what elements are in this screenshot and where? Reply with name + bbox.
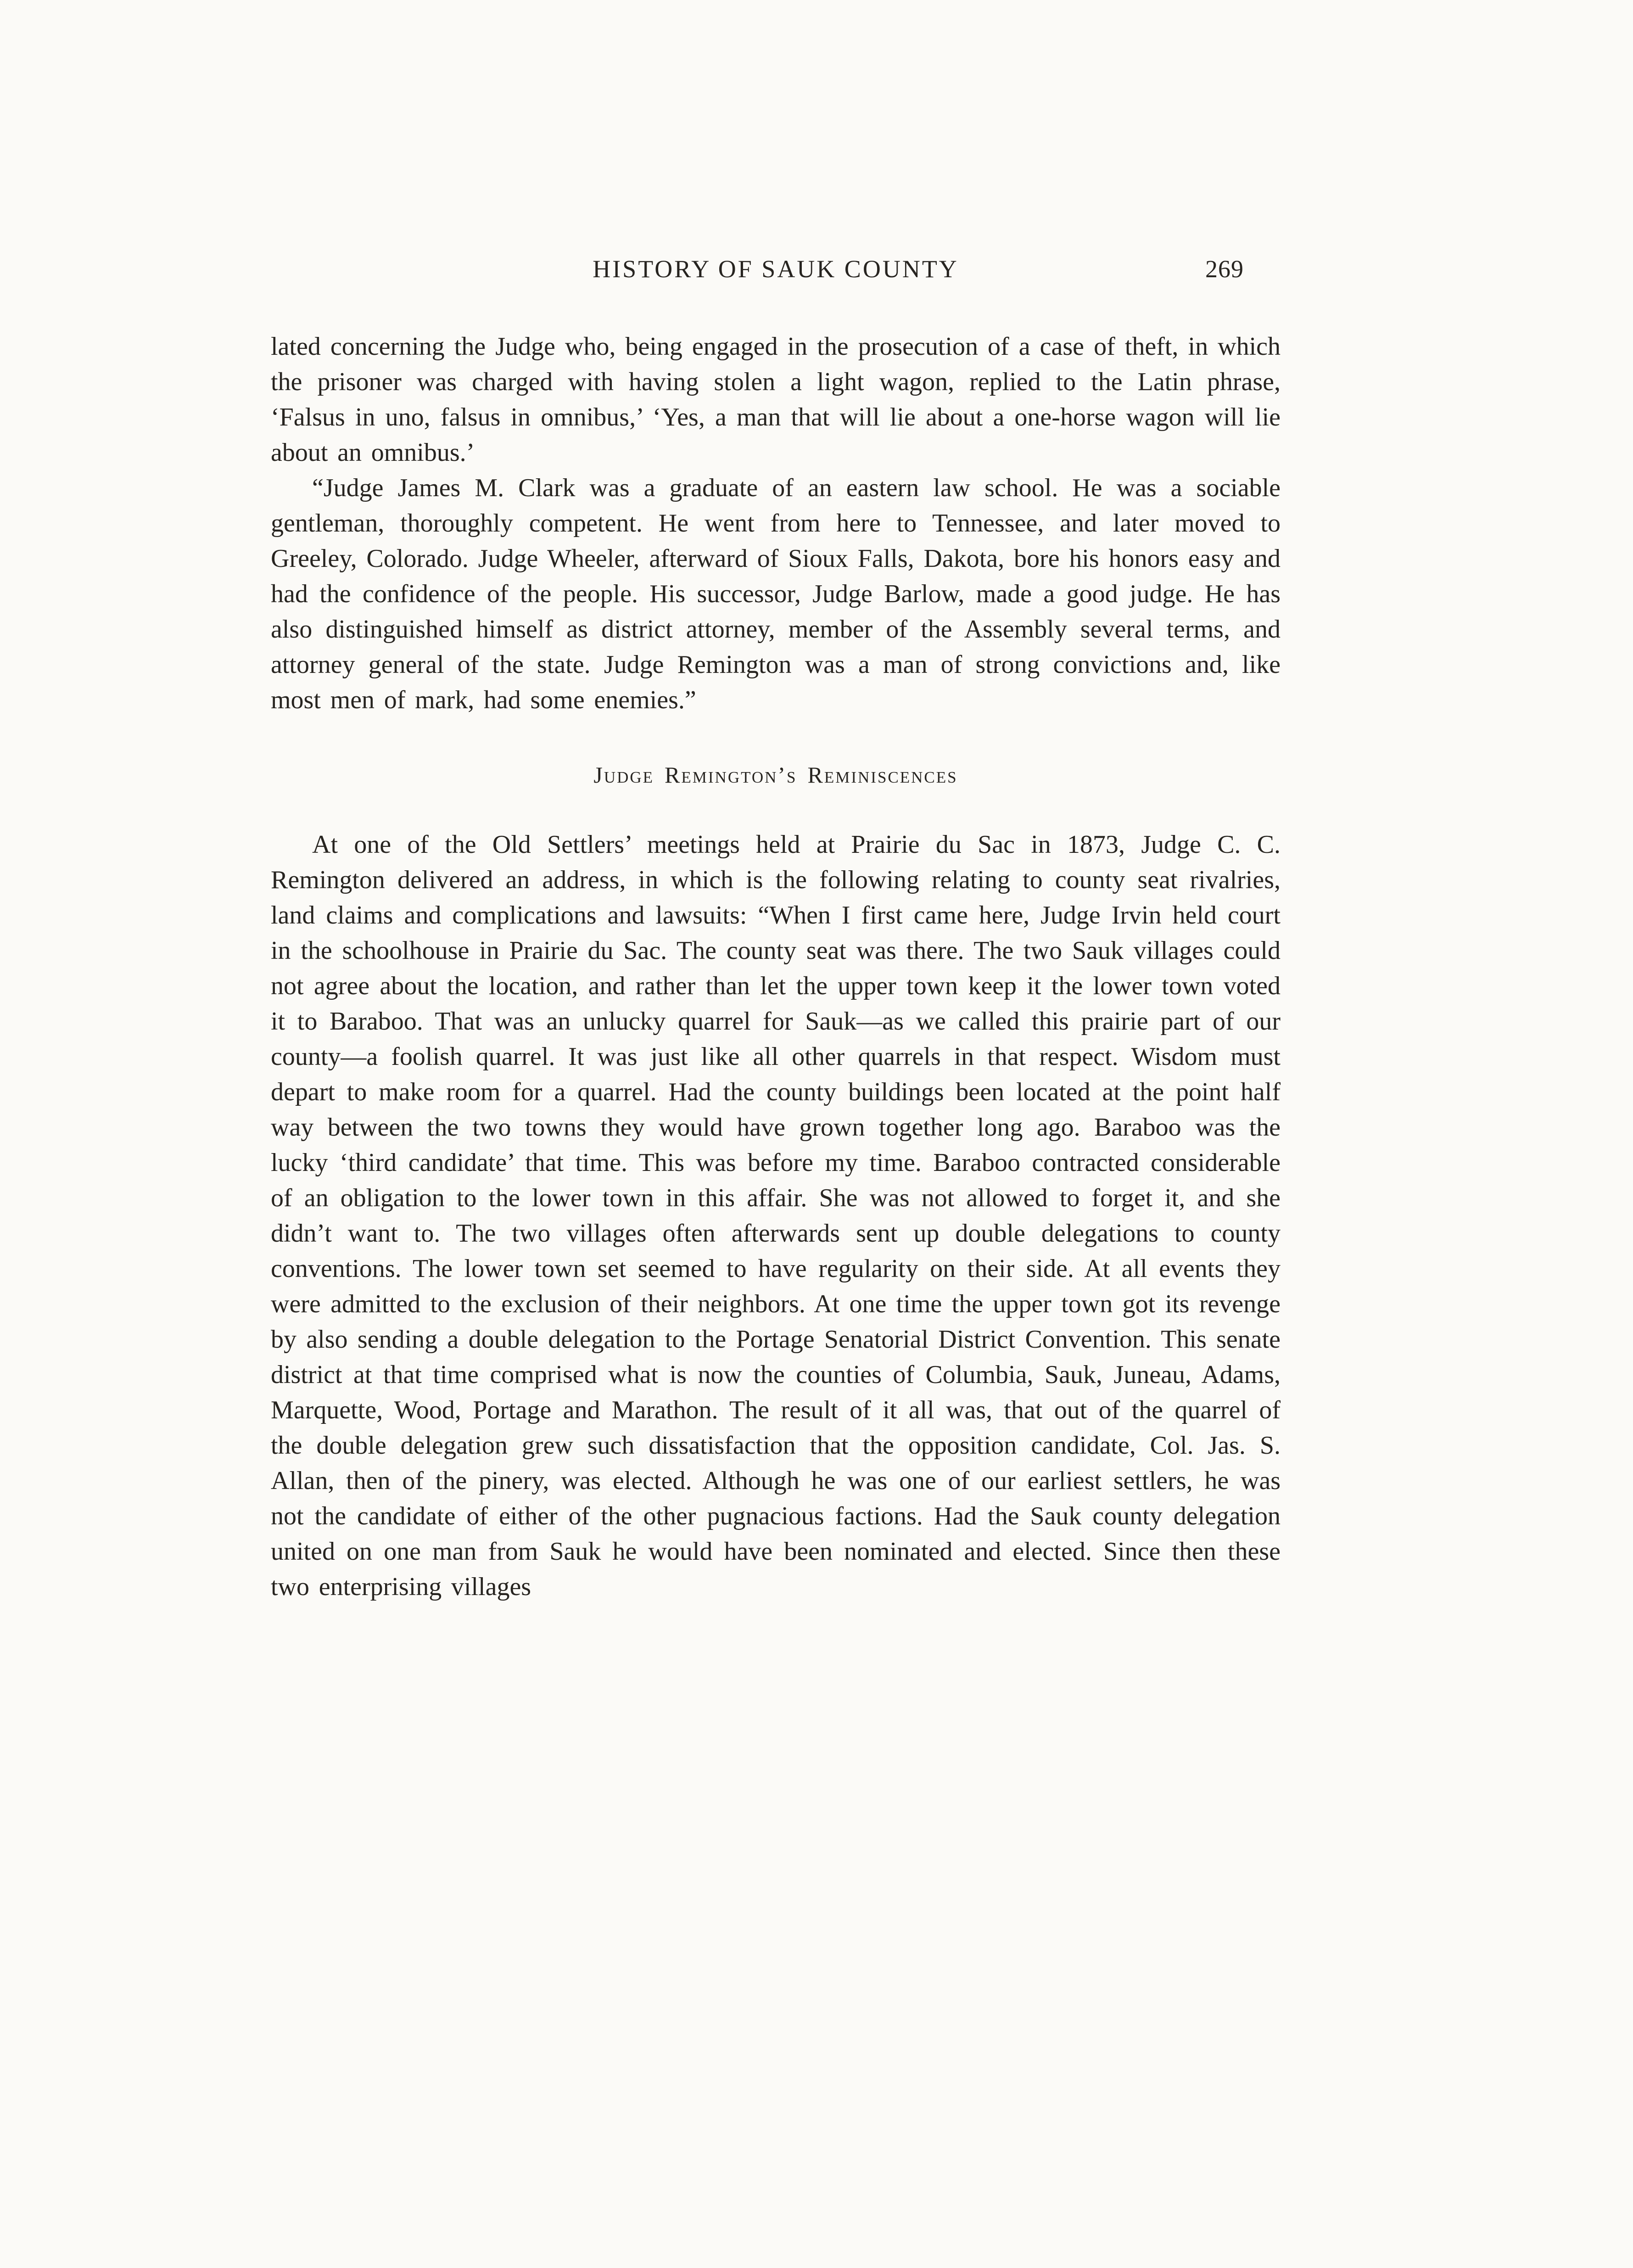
page-header	[271, 255, 1281, 283]
section-heading: Judge Remington’s Reminiscences	[593, 762, 958, 788]
paragraph-continuation: lated concerning the Judge who, being engaged in the prosecution of a case of theft, in which the prisoner was charged with having stolen a light wagon, replied to the Latin phrase, ‘Falsus in uno, falsus in omnibus,’ ‘Yes, a man that will lie about a one-horse wagon will lie about an omnibus.’	[271, 332, 1281, 467]
paragraph-judge-clark: “Judge James M. Clark was a graduate of an eastern law school. He was a sociable gentleman, thoroughly competent. He went from here to Tennessee, and later moved to Greeley, Colorado. Judge Wheeler, afterward of Sioux Falls, Dakota, bore his honors easy and had the confidence of the people. His successor, Judge Barlow, made a good judge. He has also distinguished himself as district attorney, member of the Assembly several terms, and attorney general of the state. Judge Remington was a man of strong convictions and, like most men of mark, had some enemies.”	[271, 474, 1281, 714]
running-title: HISTORY OF SAUK COUNTY	[593, 255, 959, 283]
paragraph-reminiscences: At one of the Old Settlers’ meetings held at Prairie du Sac in 1873, Judge C. C. Remington delivered an address, in which is the following relating to county seat rivalries, land claims and complications and lawsuits: “When I first came here, Judge Irvin held court in the schoolhouse in Prairie du Sac. The county seat was there. The two Sauk villages could not agree about the location, and rather than let the upper town keep it the lower town voted it to Baraboo. That was an unlucky quarrel for Sauk—as we called this prairie part of our county—a foolish quarrel. It was just like all other quarrels in that respect. Wisdom must depart to make room for a quarrel. Had the county buildings been located at the point half way between the two towns they would have grown together long ago. Baraboo was the lucky ‘third candidate’ that time. This was before my time. Baraboo contracted considerable of an obligation to the lower town in this affair. She was not allowed to forget it, and she didn’t want to. The two villages often afterwards sent up double delegations to county conventions. The lower town set seemed to have regularity on their side. At all events they were admitted to the exclusion of their neighbors. At one time the upper town got its revenge by also sending a double delegation to the Portage Senatorial District Convention. This senate district at that time comprised what is now the counties of Columbia, Sauk, Juneau, Adams, Marquette, Wood, Portage and Marathon. The result of it all was, that out of the quarrel of the double delegation grew such dissatisfaction that the opposition candidate, Col. Jas. S. Allan, then of the pinery, was elected. Although he was one of our earliest settlers, he was not the candidate of either of the other pugnacious factions. Had the Sauk county delegation united on one man from Sauk he would have been nominated and elected. Since then these two enterprising villages	[271, 830, 1281, 1601]
page-body	[271, 329, 1281, 1605]
page-number: 269	[1205, 255, 1244, 283]
